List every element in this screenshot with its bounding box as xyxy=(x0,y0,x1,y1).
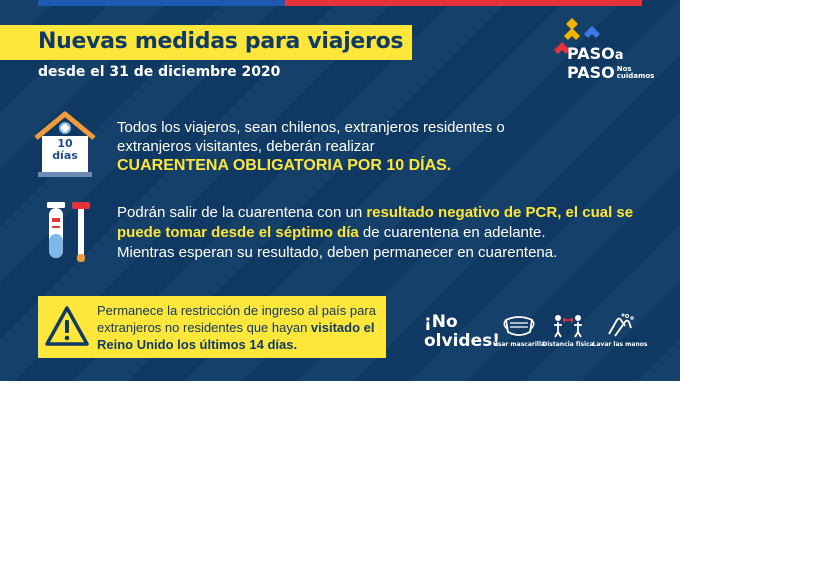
reminder-label: Usar mascarilla xyxy=(492,341,546,348)
pcr-text-wait: Mientras esperan su resultado, deben permanecer en cuarentena. xyxy=(117,244,558,261)
reminders-title xyxy=(424,313,500,351)
hand-wash-icon xyxy=(603,312,637,338)
reminder-item xyxy=(491,312,547,348)
quarantine-text: Todos los viajeros, sean chilenos, extranjeros residentes o extranjeros visitantes, deberán realizar xyxy=(117,119,505,155)
warning-highlight: visitado el Reino Unido los últimos 14 días. xyxy=(97,320,375,352)
pcr-text-end: de cuarentena en adelante. xyxy=(358,224,546,241)
reminder-label: Lavar las manos xyxy=(592,341,648,348)
reminder-item xyxy=(540,312,596,348)
reminder-label: Distancia física xyxy=(542,341,594,348)
logo-line1-suffix: a xyxy=(614,48,624,63)
pcr-text-start: Podrán salir de la cuarentena con un xyxy=(117,204,367,221)
logo-line1: PASO xyxy=(567,44,615,63)
reminder-item xyxy=(592,312,648,348)
top-stripe-red xyxy=(285,0,642,6)
test-tubes-icon xyxy=(44,200,94,264)
logo-tagline-1: Nos xyxy=(616,65,632,73)
warning-text-start: Permanece la restricción de ingreso al país para extranjeros no residentes que hayan xyxy=(97,303,376,335)
house-days-unit: días xyxy=(52,149,78,162)
warning-text xyxy=(97,302,382,353)
quarantine-highlight: CUARENTENA OBLIGATORIA POR 10 DÍAS. xyxy=(117,157,452,174)
house-icon-label xyxy=(44,138,86,162)
logo-line2: PASO xyxy=(567,63,615,82)
top-stripe-blue xyxy=(38,0,285,6)
warning-triangle-icon xyxy=(44,305,90,347)
logo-tagline-2: cuidamos xyxy=(616,72,655,80)
page-title: Nuevas medidas para viajeros xyxy=(38,29,404,54)
logo-tagline xyxy=(617,66,655,80)
page-subtitle: desde el 31 de diciembre 2020 xyxy=(38,64,281,80)
logo-text xyxy=(567,45,654,81)
reminders-title-2: olvides! xyxy=(424,331,500,351)
face-mask-icon xyxy=(502,312,536,338)
distance-icon xyxy=(551,312,585,338)
reminders-title-1: ¡No xyxy=(424,312,458,332)
house-days-number: 10 xyxy=(57,137,73,150)
pcr-highlight: resultado negativo de PCR, el cual se puede tomar desde el séptimo día xyxy=(117,204,634,241)
pcr-text xyxy=(117,203,637,263)
